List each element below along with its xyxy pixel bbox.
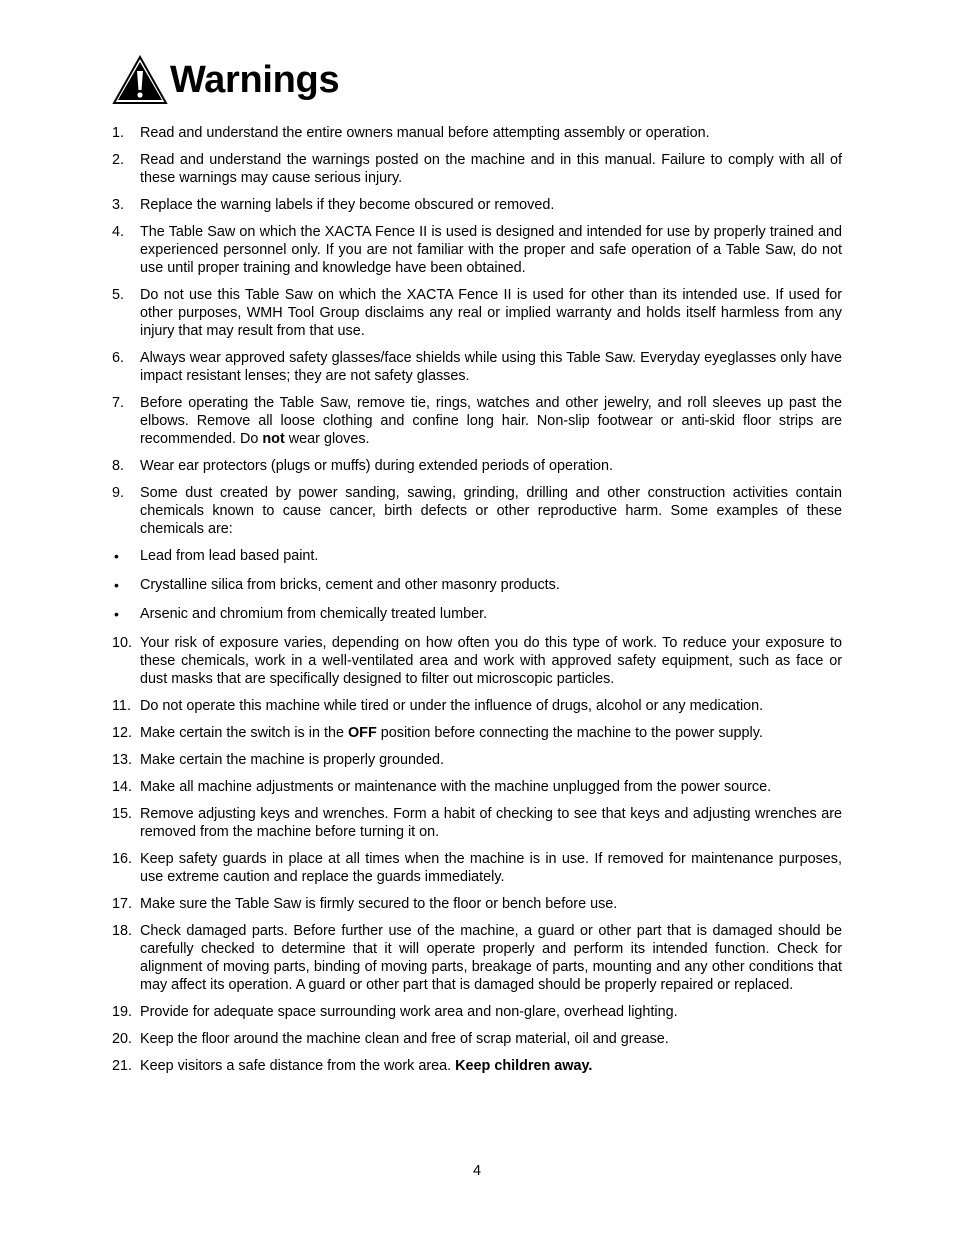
list-item (112, 751, 842, 769)
text-run: Your risk of exposure varies, depending on how often you do this type of work. To reduce your exposure to these chemicals, work in a well-ventilated area and work with approved safety equipment, such as face or dust masks that are specifically designed to filter out microscopic particles. (140, 635, 842, 687)
item-text (140, 1003, 842, 1021)
item-text (140, 697, 842, 715)
item-text (140, 724, 842, 742)
list-item (112, 895, 842, 913)
item-text (140, 457, 842, 475)
item-number: 6. (112, 350, 125, 366)
item-number: 8. (112, 458, 125, 474)
emphasis-text: OFF (347, 725, 377, 741)
list-item (112, 850, 842, 886)
item-text (140, 576, 842, 594)
list-item (112, 151, 842, 187)
list-item (112, 1003, 842, 1021)
text-run: Read and understand the warnings posted on the machine and in this manual. Failure to comply with all of these warnings may cause serious injury. (140, 152, 842, 186)
item-number: 13. (112, 752, 133, 768)
item-number: 2. (112, 152, 125, 168)
text-run: Read and understand the entire owners manual before attempting assembly or operation. (140, 125, 710, 141)
bullet-item (112, 576, 842, 594)
item-number: 12. (112, 725, 133, 741)
list-item (112, 394, 842, 448)
item-text (140, 605, 842, 623)
item-number: 10. (112, 635, 133, 651)
text-run: Check damaged parts. Before further use of the machine, a guard or other part that is damaged should be carefully checked to determine that it will operate properly and perform its intended function. Check for alignment of moving parts, binding of moving parts, breakage of parts, mounting and any other conditions that may affect its operation. A guard or other part that is damaged should be properly repaired or replaced. (140, 923, 842, 993)
page-title: Warnings (170, 59, 340, 101)
item-number: 15. (112, 806, 133, 822)
text-run: Make certain the machine is properly grounded. (140, 752, 444, 768)
list-item (112, 223, 842, 277)
list-item (112, 457, 842, 475)
text-run: Keep the floor around the machine clean and free of scrap material, oil and grease. (140, 1031, 669, 1047)
list-item (112, 922, 842, 994)
item-number: 14. (112, 779, 133, 795)
list-item (112, 286, 842, 340)
list-item (112, 724, 842, 742)
text-run: Do not use this Table Saw on which the XACTA Fence II is used for other than its intended use. If used for other purposes, WMH Tool Group disclaims any real or implied warranty and holds itself harmless from any injury that may result from that use. (140, 287, 842, 339)
bullet-marker: • (114, 548, 119, 564)
item-text (140, 196, 842, 214)
list-item (112, 124, 842, 142)
item-number: 21. (112, 1058, 133, 1074)
bullet-marker: • (114, 577, 119, 593)
bullet-marker: • (114, 606, 119, 622)
item-text (140, 778, 842, 796)
item-number: 3. (112, 197, 125, 213)
item-text (140, 751, 842, 769)
text-run: position before connecting the machine to the power supply. (376, 725, 763, 741)
list-item (112, 805, 842, 841)
text-run: Always wear approved safety glasses/face shields while using this Table Saw. Everyday eyeglasses only have impact resistant lenses; they are not safety glasses. (140, 350, 842, 384)
bullet-item (112, 605, 842, 623)
item-text (140, 484, 842, 538)
list-item (112, 697, 842, 715)
item-text (140, 286, 842, 340)
text-run: Make all machine adjustments or maintenance with the machine unplugged from the power source. (140, 779, 772, 795)
list-item (112, 196, 842, 214)
item-number: 7. (112, 395, 125, 411)
text-run: Remove adjusting keys and wrenches. Form a habit of checking to see that keys and adjusting wrenches are removed from the machine before turning it on. (140, 806, 842, 840)
text-run: Make certain the switch is in the (140, 725, 348, 741)
page-header (112, 55, 339, 105)
list-item (112, 349, 842, 385)
text-run: Keep safety guards in place at all times when the machine is in use. If removed for maintenance purposes, use extreme caution and replace the guards immediately. (140, 851, 842, 885)
item-text (140, 895, 842, 913)
list-item (112, 778, 842, 796)
item-number: 9. (112, 485, 125, 501)
warnings-list (112, 124, 842, 1084)
list-item (112, 634, 842, 688)
item-number: 11. (112, 698, 131, 714)
list-item (112, 484, 842, 538)
item-text (140, 1057, 842, 1075)
item-text (140, 151, 842, 187)
item-text (140, 349, 842, 385)
item-text (140, 223, 842, 277)
item-number: 1. (112, 125, 125, 141)
text-run: Do not operate this machine while tired or under the influence of drugs, alcohol or any medication. (140, 698, 764, 714)
item-number: 4. (112, 224, 125, 240)
item-number: 16. (112, 851, 133, 867)
text-run: Wear ear protectors (plugs or muffs) during extended periods of operation. (140, 458, 614, 474)
text-run: Some dust created by power sanding, sawing, grinding, drilling and other construction activities contain chemicals known to cause cancer, birth defects or other reproductive harm. Some examples of these chemicals are: (140, 485, 842, 537)
list-item (112, 1030, 842, 1048)
text-run: Provide for adequate space surrounding work area and non-glare, overhead lighting. (140, 1004, 678, 1020)
item-number: 20. (112, 1031, 133, 1047)
emphasis-text: Keep children away. (455, 1058, 593, 1074)
warning-triangle-icon (112, 55, 168, 105)
text-run: Make sure the Table Saw is firmly secured to the floor or bench before use. (140, 896, 618, 912)
item-number: 19. (112, 1004, 133, 1020)
text-run: Crystalline silica from bricks, cement and other masonry products. (140, 577, 560, 593)
text-run: Lead from lead based paint. (140, 548, 319, 564)
item-number: 18. (112, 923, 133, 939)
item-text (140, 1030, 842, 1048)
page-number: 4 (472, 1163, 481, 1179)
item-text (140, 850, 842, 886)
emphasis-text: not (262, 431, 285, 447)
item-number: 5. (112, 287, 125, 303)
text-run: Arsenic and chromium from chemically treated lumber. (140, 606, 488, 622)
bullet-item (112, 547, 842, 565)
text-run: The Table Saw on which the XACTA Fence II is used is designed and intended for use by properly trained and experienced personnel only. If you are not familiar with the proper and safe operation of a Table Saw, do not use until proper training and knowledge have been obtained. (140, 224, 842, 276)
item-text (140, 805, 842, 841)
item-text (140, 922, 842, 994)
list-item (112, 1057, 842, 1075)
item-text (140, 394, 842, 448)
item-text (140, 124, 842, 142)
text-run: Keep visitors a safe distance from the work area. (140, 1058, 456, 1074)
item-text (140, 634, 842, 688)
item-text (140, 547, 842, 565)
text-run: Before operating the Table Saw, remove tie, rings, watches and other jewelry, and roll sleeves up past the elbows. Remove all loose clothing and confine long hair. Non-slip footwear or anti-skid floor strips are recommended. Do (140, 395, 842, 447)
text-run: wear gloves. (284, 431, 370, 447)
text-run: Replace the warning labels if they become obscured or removed. (140, 197, 555, 213)
item-number: 17. (112, 896, 133, 912)
